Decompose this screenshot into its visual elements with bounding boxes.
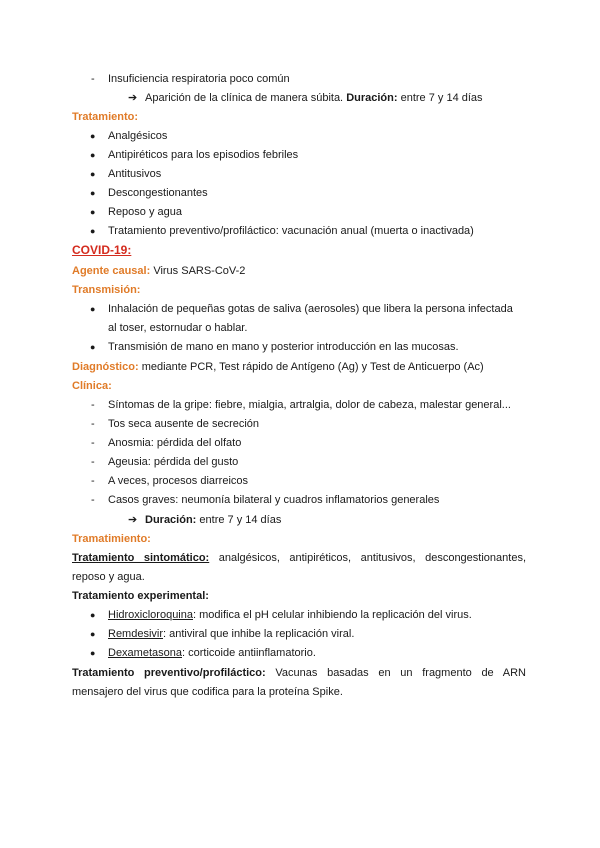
dash-marker: - — [91, 399, 95, 411]
bullet-icon: ● — [90, 610, 96, 620]
tratamiento-sintomatico: Tratamiento sintomático: analgésicos, antipiréticos, antitusivos, descongestionantes, — [72, 552, 526, 564]
agente-causal: Agente causal: Virus SARS-CoV-2 — [72, 265, 246, 277]
bullet-icon: ● — [90, 188, 96, 198]
covid-title: COVID-19: — [72, 243, 132, 257]
list-item-text: Insuficiencia respiratoria poco común — [108, 73, 290, 85]
dash-marker: - — [91, 437, 95, 449]
bullet-icon: ● — [90, 207, 96, 217]
arrow-icon: ➔ — [128, 92, 138, 104]
dash-marker: - — [91, 73, 95, 85]
bullet-icon: ● — [90, 648, 96, 658]
tratamiento-preventivo: Tratamiento preventivo/profiláctico: Vacunas basadas en un fragmento de ARN — [72, 667, 526, 679]
section-heading: Tramatimiento: — [72, 533, 151, 545]
section-heading: Transmisión: — [72, 284, 141, 296]
dash-marker: - — [91, 418, 95, 430]
dash-marker: - — [91, 456, 95, 468]
section-heading: Clínica: — [72, 380, 112, 392]
bullet-icon: ● — [90, 150, 96, 160]
paragraph-continuation: reposo y agua. — [72, 571, 145, 583]
bullet-icon: ● — [90, 342, 96, 352]
bullet-icon: ● — [90, 169, 96, 179]
bullet-icon: ● — [90, 131, 96, 141]
bullet-icon: ● — [90, 629, 96, 639]
dash-marker: - — [91, 494, 95, 506]
section-heading: Tratamiento: — [72, 111, 139, 123]
paragraph-continuation: mensajero del virus que codifica para la proteína Spike. — [72, 686, 343, 698]
dash-marker: - — [91, 475, 95, 487]
bullet-icon: ● — [90, 304, 96, 314]
diagnostico: Diagnóstico: mediante PCR, Test rápido de Antígeno (Ag) y Test de Anticuerpo (Ac) — [72, 361, 484, 373]
arrow-item-text: Aparición de la clínica de manera súbita. Duración: entre 7 y 14 días — [145, 92, 483, 104]
bullet-icon: ● — [90, 226, 96, 236]
document-page: - Insuficiencia respiratoria poco común ➔ Aparición de la clínica de manera súbita. Duración: entre 7 y 14 días Tratamiento: ● Analgésicos ● Antipiréticos para los episodios febriles ● Antitusivos ● Descongestionantes ● Reposo y agua ● Tratamiento preventivo/profiláctico: vacunación anual (muerta o inactivada) COVID-19: Agente causal: Virus SARS-CoV-2 Transmisión: ● Inhalación de pequeñas gotas de saliva (aerosoles) que libera la persona infectada al toser, estornudar o hablar. ● Transmisión de mano en mano y posterior introducción en las mucosas. Diagnóstico: mediante PCR, Test rápido de Antígeno (Ag) y Test de Anticuerpo (Ac) Clínica: - Síntomas de la gripe: fiebre, mialgia, artralgia, dolor de cabeza, malestar general... - Tos seca ausente de secreción - Anosmia: pérdida del olfato - Ageusia: pérdida del gusto - A veces, procesos diarreicos - Casos graves: neumonía bilateral y cuadros inflamatorios generales ➔ Duración: entre 7 y 14 días Tramatimiento: Tratamiento sintomático: analgésicos, antipiréticos, antitusivos, descongestionantes, reposo y agua. Tratamiento experimental: ● Hidroxicloroquina: modifica el pH celular inhibiendo la replicación del virus. ● Remdesivir: antiviral que inhibe la replicación viral. ● Dexametasona: corticoide antiinflamatorio. Tratamiento preventivo/profiláctico: Vacunas basadas en un fragmento de ARN mensajero del virus que codifica para la proteína Spike. — [72, 73, 526, 698]
arrow-icon: ➔ — [128, 514, 138, 526]
tratamiento-experimental-label: Tratamiento experimental: — [72, 590, 209, 602]
